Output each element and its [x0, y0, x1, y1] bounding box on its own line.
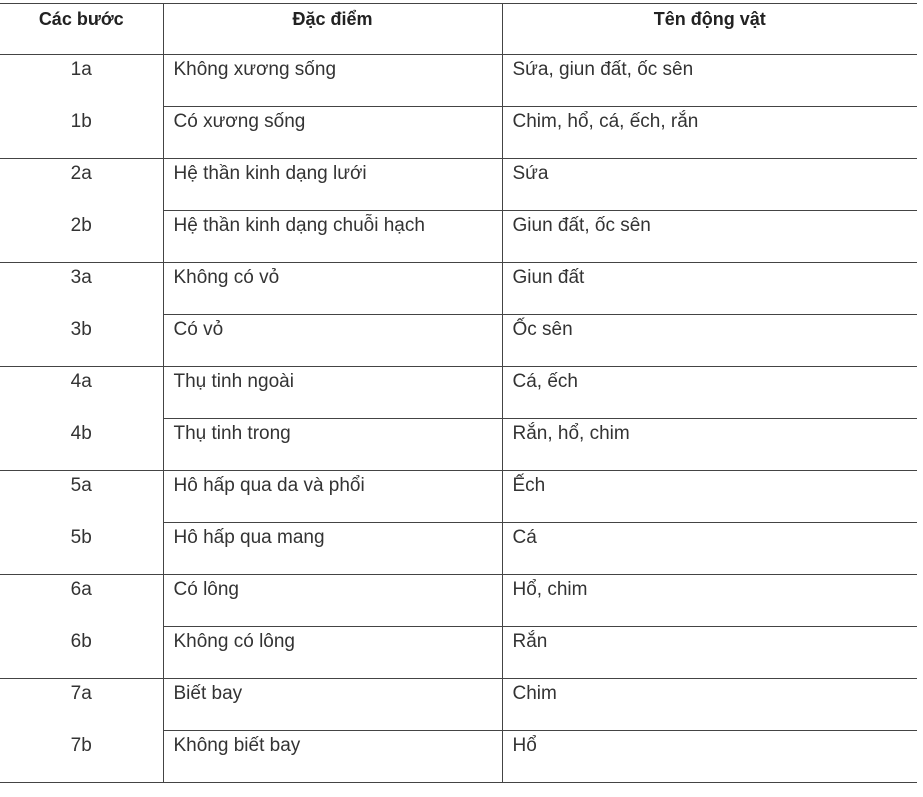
table-row — [0, 367, 917, 419]
animals-cell: Giun đất — [502, 263, 917, 315]
feature-cell: Thụ tinh trong — [163, 419, 502, 471]
table-row — [0, 419, 917, 471]
step-cell: 1a — [70, 59, 92, 80]
table-row — [0, 523, 917, 575]
table-row — [0, 263, 917, 315]
header-steps: Các bước — [0, 4, 163, 55]
feature-cell: Có lông — [163, 575, 502, 627]
animals-cell: Ếch — [502, 471, 917, 523]
animals-cell: Cá — [502, 523, 917, 575]
feature-cell: Biết bay — [163, 679, 502, 731]
animals-cell: Hổ, chim — [502, 575, 917, 627]
step-cell: 6b — [0, 627, 163, 679]
feature-cell: Không biết bay — [163, 731, 502, 783]
step-cell: 7a — [70, 683, 92, 704]
step-cell: 6a — [70, 579, 92, 600]
table-row — [0, 107, 917, 159]
feature-cell: Thụ tinh ngoài — [163, 367, 502, 419]
feature-cell: Có xương sống — [163, 107, 502, 159]
table-row — [0, 731, 917, 783]
animals-cell: Rắn, hổ, chim — [502, 419, 917, 471]
header-features: Đặc điểm — [163, 4, 502, 55]
step-cell: 3b — [0, 315, 163, 367]
animals-cell: Chim — [502, 679, 917, 731]
animals-cell: Ốc sên — [502, 315, 917, 367]
step-cell: 4a — [70, 371, 92, 392]
animals-cell: Sứa, giun đất, ốc sên — [502, 55, 917, 107]
step-cell: 7b — [70, 734, 92, 756]
step-cell: 4b — [0, 419, 163, 471]
animals-cell: Rắn — [502, 627, 917, 679]
step-cell: 5a — [70, 475, 92, 496]
feature-cell: Không có lông — [163, 627, 502, 679]
classification-key-table — [0, 3, 917, 783]
table-row — [0, 575, 917, 627]
table-row — [0, 315, 917, 367]
step-cell: 5b — [0, 523, 163, 575]
animals-cell: Chim, hổ, cá, ếch, rắn — [502, 107, 917, 159]
feature-cell: Không xương sống — [163, 55, 502, 107]
feature-cell: Hô hấp qua mang — [163, 523, 502, 575]
step-cell: 3a — [70, 267, 92, 288]
table-row — [0, 679, 917, 731]
feature-cell: Hệ thần kinh dạng chuỗi hạch — [163, 211, 502, 263]
feature-cell: Hệ thần kinh dạng lưới — [163, 159, 502, 211]
table-row — [0, 627, 917, 679]
header-animals: Tên động vật — [502, 4, 917, 55]
table-row — [0, 211, 917, 263]
table-row — [0, 55, 917, 107]
feature-cell: Có vỏ — [163, 315, 502, 367]
step-cell: 1b — [0, 107, 163, 159]
animals-cell: Sứa — [502, 159, 917, 211]
table-row — [0, 471, 917, 523]
animals-cell: Giun đất, ốc sên — [502, 211, 917, 263]
table-row — [0, 159, 917, 211]
feature-cell: Hô hấp qua da và phổi — [163, 471, 502, 523]
table-header-row — [0, 4, 917, 55]
animals-cell: Hổ — [502, 731, 917, 783]
feature-cell: Không có vỏ — [163, 263, 502, 315]
step-cell: 2a — [70, 163, 92, 184]
step-cell: 2b — [0, 211, 163, 263]
animals-cell: Cá, ếch — [502, 367, 917, 419]
